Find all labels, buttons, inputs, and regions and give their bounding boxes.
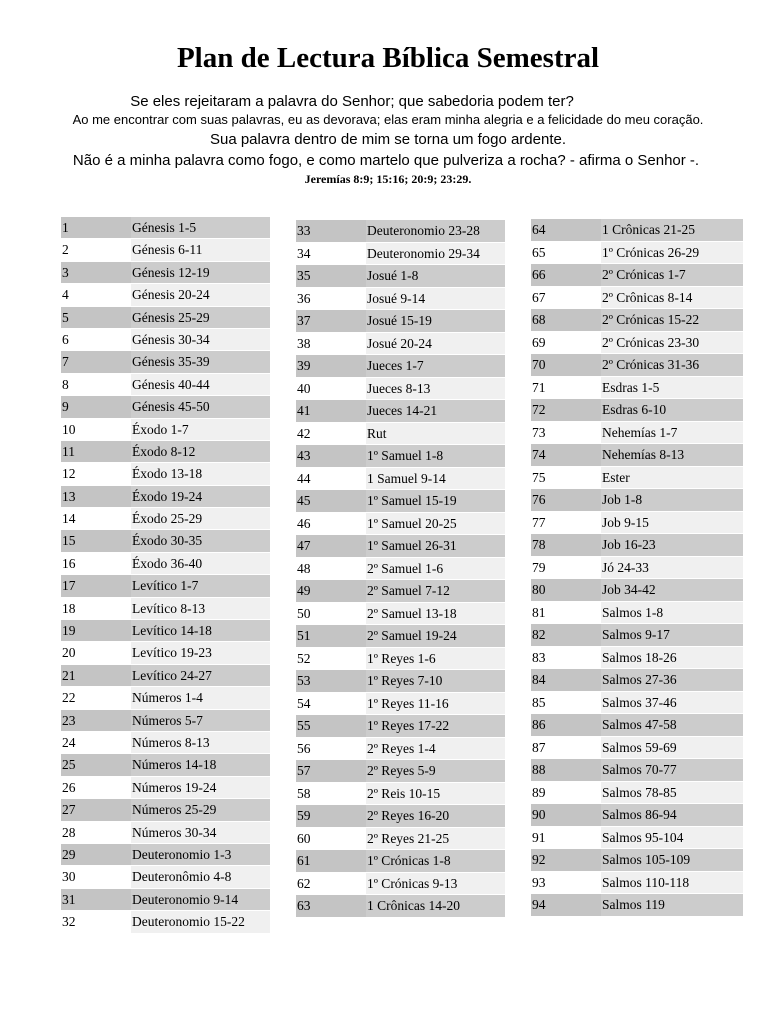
day-number: 77 [531,512,601,534]
table-row [296,670,505,693]
table-row [531,242,743,265]
day-number: 82 [531,624,601,646]
table-row [531,782,743,805]
table-row [61,575,270,597]
reading-passage: Salmos 1-8 [601,602,743,624]
table-row [531,332,743,355]
reading-passage: Josué 20-24 [366,333,505,355]
table-row [531,422,743,445]
day-number: 52 [296,648,366,670]
reading-passage: Números 1-4 [131,687,270,708]
reading-passage: 2º Crónicas 31-36 [601,354,743,376]
reading-passage: Génesis 20-24 [131,284,270,305]
reading-passage: Salmos 47-58 [601,714,743,736]
table-row [296,738,505,761]
table-row [296,310,505,333]
day-number: 32 [61,911,131,932]
table-row [61,463,270,485]
table-row [531,714,743,737]
reading-passage: Rut [366,423,505,445]
table-row [296,468,505,491]
reading-passage: 2º Crónicas 1-7 [601,264,743,286]
reading-passage: Números 14-18 [131,754,270,775]
day-number: 21 [61,665,131,686]
reading-column-2 [296,220,505,918]
table-row [296,265,505,288]
day-number: 48 [296,558,366,580]
intro-line-1 [0,93,768,110]
day-number: 25 [61,754,131,775]
reading-passage: Levítico 1-7 [131,575,270,596]
reading-passage: 1º Samuel 15-19 [366,490,505,512]
reading-passage: 2º Crônicas 8-14 [601,287,743,309]
day-number: 56 [296,738,366,760]
day-number: 84 [531,669,601,691]
intro-line-4 [0,152,768,169]
reading-passage: Salmos 119 [601,894,743,916]
reading-passage: 2º Crónicas 23-30 [601,332,743,354]
reading-passage: Deuteronomio 9-14 [131,889,270,910]
table-row [531,849,743,872]
table-row [531,602,743,625]
day-number: 62 [296,873,366,895]
day-number: 50 [296,603,366,625]
table-row [296,400,505,423]
day-number: 72 [531,399,601,421]
day-number: 46 [296,513,366,535]
reading-passage: Jueces 8-13 [366,378,505,400]
day-number: 61 [296,850,366,872]
table-row [296,288,505,311]
table-row [296,873,505,896]
table-row [296,558,505,581]
day-number: 16 [61,553,131,574]
table-row [61,217,270,239]
table-row [61,687,270,709]
reading-passage: Éxodo 36-40 [131,553,270,574]
table-row [296,378,505,401]
reading-passage: Esdras 6-10 [601,399,743,421]
table-row [61,530,270,552]
table-row [61,307,270,329]
day-number: 88 [531,759,601,781]
reading-passage: 2º Samuel 7-12 [366,580,505,602]
reading-passage: 1 Crônicas 21-25 [601,219,743,241]
day-number: 14 [61,508,131,529]
day-number: 28 [61,822,131,843]
reading-passage: Génesis 6-11 [131,239,270,260]
table-row [531,377,743,400]
table-row [531,894,743,917]
day-number: 30 [61,866,131,887]
table-row [296,850,505,873]
reading-passage: Génesis 30-34 [131,329,270,350]
table-row [531,309,743,332]
reading-passage: Números 19-24 [131,777,270,798]
reading-passage: Éxodo 13-18 [131,463,270,484]
day-number: 4 [61,284,131,305]
day-number: 69 [531,332,601,354]
reading-passage: Salmos 18-26 [601,647,743,669]
reading-passage: Génesis 1-5 [131,217,270,238]
day-number: 68 [531,309,601,331]
table-row [61,262,270,284]
day-number: 36 [296,288,366,310]
reading-passage: 1 Crônicas 14-20 [366,895,505,917]
table-row [61,441,270,463]
table-row [531,624,743,647]
reading-passage: Ester [601,467,743,489]
table-row [296,490,505,513]
reading-passage: 1º Reyes 1-6 [366,648,505,670]
intro-line-3: Sua palavra dentro de mim se torna um fogo ardente. [209,131,567,148]
day-number: 57 [296,760,366,782]
reading-passage: Génesis 45-50 [131,396,270,417]
table-row [61,799,270,821]
reading-passage: Éxodo 1-7 [131,419,270,440]
day-number: 37 [296,310,366,332]
reading-passage: 1º Crónicas 26-29 [601,242,743,264]
table-row [296,220,505,243]
table-row [296,715,505,738]
reading-passage: Números 30-34 [131,822,270,843]
day-number: 42 [296,423,366,445]
table-row [296,445,505,468]
reading-passage: Deuteronomio 23-28 [366,220,505,242]
table-row [61,620,270,642]
table-row [296,603,505,626]
day-number: 89 [531,782,601,804]
table-row [61,239,270,261]
reading-passage: Éxodo 8-12 [131,441,270,462]
table-row [531,219,743,242]
day-number: 41 [296,400,366,422]
table-row [61,351,270,373]
table-row [296,580,505,603]
table-row [61,777,270,799]
day-number: 12 [61,463,131,484]
table-row [531,759,743,782]
table-row [61,732,270,754]
page-title: Plan de Lectura Bíblica Semestral [176,42,600,74]
reading-passage: Jó 24-33 [601,557,743,579]
reading-passage: Génesis 12-19 [131,262,270,283]
reading-passage: Éxodo 25-29 [131,508,270,529]
day-number: 60 [296,828,366,850]
table-row [61,665,270,687]
table-row [61,329,270,351]
reading-column-3 [531,219,743,917]
day-number: 47 [296,535,366,557]
reading-passage: 1º Samuel 26-31 [366,535,505,557]
reading-passage: 1º Crónicas 9-13 [366,873,505,895]
day-number: 70 [531,354,601,376]
day-number: 92 [531,849,601,871]
day-number: 86 [531,714,601,736]
table-row [531,827,743,850]
table-row [61,396,270,418]
day-number: 78 [531,534,601,556]
day-number: 40 [296,378,366,400]
day-number: 45 [296,490,366,512]
reading-passage: 1º Samuel 20-25 [366,513,505,535]
day-number: 13 [61,486,131,507]
day-number: 34 [296,243,366,265]
reading-passage: Job 34-42 [601,579,743,601]
reading-passage: Deuteronômio 4-8 [131,866,270,887]
day-number: 74 [531,444,601,466]
table-row [531,534,743,557]
day-number: 55 [296,715,366,737]
day-number: 94 [531,894,601,916]
day-number: 71 [531,377,601,399]
table-row [296,355,505,378]
reading-passage: Salmos 70-77 [601,759,743,781]
reading-passage: Salmos 78-85 [601,782,743,804]
scripture-reference: Jeremías 8:9; 15:16; 20:9; 23:29. [304,172,472,186]
reading-passage: Salmos 59-69 [601,737,743,759]
table-row [296,535,505,558]
table-row [61,642,270,664]
day-number: 26 [61,777,131,798]
table-row [61,710,270,732]
table-row [296,625,505,648]
day-number: 49 [296,580,366,602]
reading-passage: 1º Reyes 11-16 [366,693,505,715]
day-number: 53 [296,670,366,692]
day-number: 76 [531,489,601,511]
table-row [296,895,505,918]
table-row [296,423,505,446]
reading-passage: Esdras 1-5 [601,377,743,399]
day-number: 58 [296,783,366,805]
day-number: 5 [61,307,131,328]
table-row [61,486,270,508]
table-row [61,419,270,441]
day-number: 6 [61,329,131,350]
reading-passage: Josué 15-19 [366,310,505,332]
table-row [531,287,743,310]
intro-line-1-text: Se eles rejeitaram a palavra do Senhor; que sabedoria podem ter? [130,93,574,110]
table-row [531,354,743,377]
reading-passage: Salmos 110-118 [601,872,743,894]
day-number: 11 [61,441,131,462]
reading-passage: 2º Reyes 5-9 [366,760,505,782]
reading-passage: Salmos 95-104 [601,827,743,849]
day-number: 66 [531,264,601,286]
reading-passage: Salmos 9-17 [601,624,743,646]
day-number: 24 [61,732,131,753]
day-number: 17 [61,575,131,596]
table-row [296,760,505,783]
table-row [296,333,505,356]
table-row [531,467,743,490]
table-row [296,783,505,806]
day-number: 93 [531,872,601,894]
reading-passage: Salmos 27-36 [601,669,743,691]
table-row [531,579,743,602]
day-number: 15 [61,530,131,551]
table-row [531,264,743,287]
day-number: 38 [296,333,366,355]
reading-passage: Job 9-15 [601,512,743,534]
table-row [531,692,743,715]
reading-passage: Job 1-8 [601,489,743,511]
reading-passage: 1 Samuel 9-14 [366,468,505,490]
table-row [531,557,743,580]
table-row [531,669,743,692]
reading-passage: Jueces 14-21 [366,400,505,422]
table-row [61,374,270,396]
day-number: 7 [61,351,131,372]
reading-passage: Salmos 105-109 [601,849,743,871]
reading-passage: Génesis 25-29 [131,307,270,328]
day-number: 9 [61,396,131,417]
reading-passage: 2º Samuel 13-18 [366,603,505,625]
day-number: 73 [531,422,601,444]
reading-passage: Levítico 14-18 [131,620,270,641]
day-number: 51 [296,625,366,647]
day-number: 31 [61,889,131,910]
table-row [531,489,743,512]
table-row [61,866,270,888]
table-row [61,822,270,844]
table-row [296,648,505,671]
day-number: 3 [61,262,131,283]
table-row [296,513,505,536]
reading-passage: 1º Reyes 7-10 [366,670,505,692]
reading-passage: Deuteronomio 15-22 [131,911,270,932]
day-number: 59 [296,805,366,827]
table-row [61,508,270,530]
day-number: 67 [531,287,601,309]
table-row [531,872,743,895]
reading-passage: 2º Crónicas 15-22 [601,309,743,331]
reading-passage: Josué 9-14 [366,288,505,310]
day-number: 79 [531,557,601,579]
reading-passage: Éxodo 19-24 [131,486,270,507]
reading-passage: Jueces 1-7 [366,355,505,377]
day-number: 90 [531,804,601,826]
table-row [61,754,270,776]
reading-passage: 2º Reyes 16-20 [366,805,505,827]
day-number: 83 [531,647,601,669]
table-row [61,553,270,575]
reading-passage: Nehemías 1-7 [601,422,743,444]
table-row [61,889,270,911]
table-row [61,844,270,866]
table-row [531,804,743,827]
reading-passage: 2º Reyes 1-4 [366,738,505,760]
reading-passage: 2º Reis 10-15 [366,783,505,805]
day-number: 44 [296,468,366,490]
table-row [531,444,743,467]
reading-passage: Salmos 86-94 [601,804,743,826]
table-row [296,828,505,851]
reading-passage: 2º Samuel 1-6 [366,558,505,580]
day-number: 19 [61,620,131,641]
day-number: 43 [296,445,366,467]
table-row [531,512,743,535]
reading-passage: Génesis 40-44 [131,374,270,395]
reading-passage: Números 25-29 [131,799,270,820]
day-number: 23 [61,710,131,731]
day-number: 2 [61,239,131,260]
table-row [296,693,505,716]
reading-passage: Levítico 24-27 [131,665,270,686]
day-number: 39 [296,355,366,377]
table-row [296,805,505,828]
day-number: 65 [531,242,601,264]
day-number: 91 [531,827,601,849]
day-number: 22 [61,687,131,708]
reading-passage: Deuteronomio 1-3 [131,844,270,865]
table-row [296,243,505,266]
day-number: 80 [531,579,601,601]
day-number: 85 [531,692,601,714]
day-number: 35 [296,265,366,287]
table-row [531,737,743,760]
day-number: 10 [61,419,131,440]
table-row [531,647,743,670]
intro-line-4-text: Não é a minha palavra como fogo, e como martelo que pulveriza a rocha? - afirma o Senhor -. [72,152,700,169]
table-row [61,911,270,933]
reading-passage: Génesis 35-39 [131,351,270,372]
day-number: 54 [296,693,366,715]
reading-passage: Salmos 37-46 [601,692,743,714]
table-row [61,284,270,306]
intro-line-2: Ao me encontrar com suas palavras, eu as devorava; elas eram minha alegria e a felicidade do meu coração. [72,112,704,127]
reading-column-1 [61,217,270,934]
reading-passage: 2º Samuel 19-24 [366,625,505,647]
reading-passage: 2º Reyes 21-25 [366,828,505,850]
reading-passage: Job 16-23 [601,534,743,556]
day-number: 8 [61,374,131,395]
day-number: 18 [61,598,131,619]
reading-passage: Números 5-7 [131,710,270,731]
reading-passage: 1º Samuel 1-8 [366,445,505,467]
day-number: 81 [531,602,601,624]
reading-passage: 1º Crónicas 1-8 [366,850,505,872]
day-number: 64 [531,219,601,241]
reading-passage: Josué 1-8 [366,265,505,287]
day-number: 20 [61,642,131,663]
reading-passage: 1º Reyes 17-22 [366,715,505,737]
day-number: 63 [296,895,366,917]
reading-passage: Levítico 8-13 [131,598,270,619]
table-row [531,399,743,422]
reading-passage: Números 8-13 [131,732,270,753]
reading-passage: Nehemías 8-13 [601,444,743,466]
reading-passage: Éxodo 30-35 [131,530,270,551]
day-number: 33 [296,220,366,242]
table-row [61,598,270,620]
day-number: 75 [531,467,601,489]
reading-passage: Deuteronomio 29-34 [366,243,505,265]
day-number: 1 [61,217,131,238]
day-number: 27 [61,799,131,820]
day-number: 87 [531,737,601,759]
reading-passage: Levítico 19-23 [131,642,270,663]
day-number: 29 [61,844,131,865]
